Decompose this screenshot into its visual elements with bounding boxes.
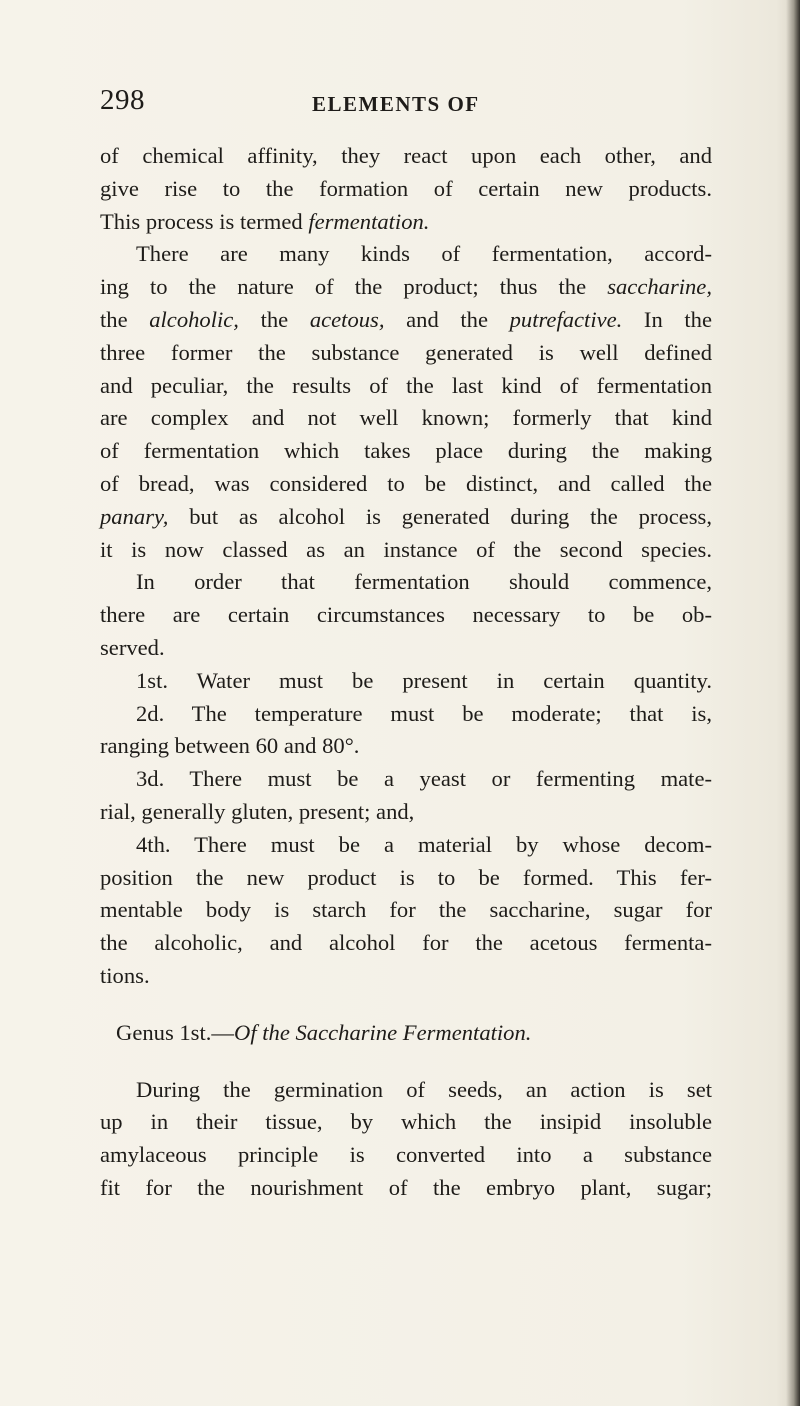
text-line <box>100 238 712 271</box>
text-line <box>100 730 712 763</box>
page-number: 298 <box>100 84 145 116</box>
text-segment: and peculiar, the results of the last kind of fermentation <box>100 372 712 398</box>
text-segment: the <box>238 306 310 332</box>
text-segment: This process is termed <box>100 208 309 234</box>
italic-text: Of the Saccharine Fermentation. <box>234 1019 532 1045</box>
text-segment: rial, generally gluten, present; and, <box>100 798 415 824</box>
text-line <box>100 599 712 632</box>
text-line <box>100 173 712 206</box>
italic-text: fermentation. <box>308 208 430 234</box>
text-line <box>100 927 712 960</box>
text-line <box>100 271 712 304</box>
text-line <box>100 370 712 403</box>
body-text <box>100 140 712 1205</box>
text-line <box>100 304 712 337</box>
text-segment: In order that fermentation should commence, <box>136 569 712 595</box>
text-segment: 2d. The temperature must be moderate; that is, <box>136 700 712 726</box>
text-line <box>100 796 712 829</box>
italic-text: panary, <box>100 503 169 529</box>
text-segment: Genus 1st.— <box>116 1019 234 1045</box>
text-segment: ranging between 60 and 80°. <box>100 733 360 759</box>
text-segment: of chemical affinity, they react upon each other, and <box>100 143 712 168</box>
text-segment: there are certain circumstances necessary to be ob- <box>100 602 712 628</box>
paragraph-gap <box>100 1050 712 1074</box>
text-line <box>100 829 712 862</box>
paragraph-gap <box>100 993 712 1017</box>
text-segment: the <box>100 306 150 332</box>
text-line <box>100 566 712 599</box>
text-segment: of fermentation which takes place during the making <box>100 438 712 464</box>
text-line <box>100 1074 712 1107</box>
text-line <box>100 862 712 895</box>
text-line <box>100 665 712 698</box>
italic-text: alcoholic, <box>149 306 239 332</box>
text-line <box>100 632 712 665</box>
section-heading <box>100 1017 712 1050</box>
text-line <box>100 337 712 370</box>
text-segment: position the new product is to be formed. This fer- <box>100 864 712 890</box>
text-line <box>100 960 712 993</box>
text-line <box>100 1139 712 1172</box>
text-line <box>100 698 712 731</box>
page-header <box>100 84 700 124</box>
text-segment: three former the substance generated is well defined <box>100 339 712 365</box>
italic-text: putrefactive. <box>509 306 623 332</box>
text-segment: mentable body is starch for the saccharine, sugar for <box>100 897 712 923</box>
running-head: ELEMENTS OF <box>312 92 480 116</box>
text-segment: the alcoholic, and alcohol for the acetous fermenta- <box>100 930 712 956</box>
text-line <box>100 402 712 435</box>
text-segment: served. <box>100 634 165 660</box>
text-segment: 1st. Water must be present in certain quantity. <box>136 667 712 693</box>
text-line <box>100 468 712 501</box>
text-line <box>100 1172 712 1205</box>
page-edge-shadow <box>786 0 800 1406</box>
text-line <box>100 140 712 173</box>
text-line <box>100 894 712 927</box>
text-segment: There are many kinds of fermentation, accord- <box>136 241 712 267</box>
text-segment: of bread, was considered to be distinct, and called the <box>100 470 712 496</box>
text-segment: In the <box>622 306 712 332</box>
text-line <box>100 206 712 239</box>
text-line <box>100 1106 712 1139</box>
text-segment: give rise to the formation of certain new products. <box>100 175 712 201</box>
italic-text: acetous, <box>309 306 385 332</box>
italic-text: saccharine, <box>607 274 712 300</box>
text-line <box>100 435 712 468</box>
text-segment: tions. <box>100 962 150 988</box>
text-line <box>100 534 712 567</box>
text-segment: 3d. There must be a yeast or fermenting mate- <box>136 766 712 792</box>
text-segment: are complex and not well known; formerly that kind <box>100 405 712 431</box>
text-segment: up in their tissue, by which the insipid insoluble <box>100 1109 712 1135</box>
text-segment: but as alcohol is generated during the process, <box>168 503 712 529</box>
text-segment: amylaceous principle is converted into a substance <box>100 1142 712 1168</box>
text-segment: fit for the nourishment of the embryo plant, sugar; <box>100 1174 712 1200</box>
text-segment: 4th. There must be a material by whose decom- <box>136 831 712 857</box>
text-line <box>100 501 712 534</box>
text-segment: it is now classed as an instance of the second species. <box>100 536 712 562</box>
text-segment: and the <box>384 306 510 332</box>
text-line <box>100 763 712 796</box>
text-segment: ing to the nature of the product; thus the <box>100 274 608 300</box>
text-segment: During the germination of seeds, an action is set <box>136 1076 712 1102</box>
